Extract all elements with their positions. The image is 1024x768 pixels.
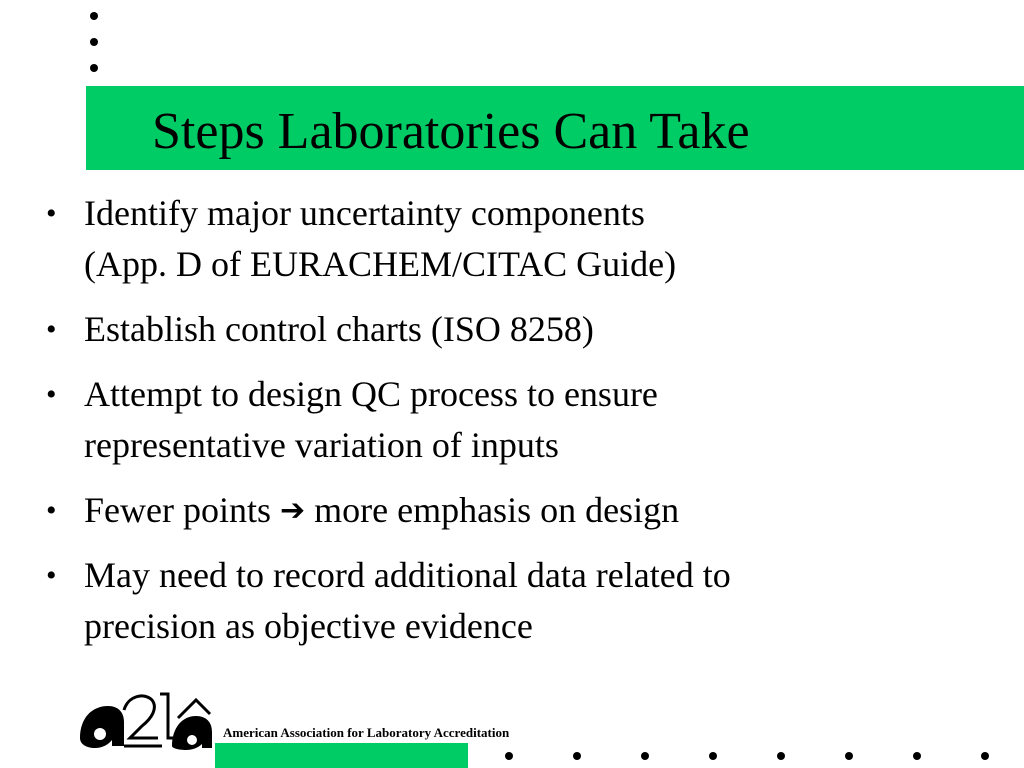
bullet-marker: • — [46, 197, 57, 230]
bullet-item — [40, 550, 1000, 652]
bullet-marker: • — [46, 559, 57, 592]
bullet-text-before-arrow: Fewer points — [84, 490, 271, 530]
bullet-text-line: representative variation of inputs — [84, 425, 559, 465]
bullet-item — [40, 485, 1000, 536]
slide-title: Steps Laboratories Can Take — [152, 103, 750, 160]
vertical-dots-decoration — [90, 12, 100, 74]
bullet-marker: • — [46, 494, 57, 527]
bullet-text-line: Establish control charts (ISO 8258) — [84, 309, 594, 349]
organization-name: American Association for Laboratory Accreditation — [223, 725, 510, 740]
arrow-right-icon: ➔ — [279, 493, 306, 528]
bullet-text-after-arrow: more emphasis on design — [314, 490, 680, 530]
bullet-text-line: (App. D of EURACHEM/CITAC Guide) — [84, 244, 677, 284]
footer-band — [215, 743, 468, 768]
bullet-text-line: Identify major uncertainty components — [84, 193, 645, 233]
bullet-text-line: May need to record additional data related to — [84, 555, 731, 595]
bullet-text-line: precision as objective evidence — [84, 606, 533, 646]
bullet-marker: • — [46, 378, 57, 411]
bullet-item — [40, 188, 1000, 290]
bullet-text-line: Attempt to design QC process to ensure — [84, 374, 658, 414]
horizontal-dots-decoration — [505, 752, 1005, 764]
bullet-marker: • — [46, 313, 57, 346]
a2la-logo-icon — [78, 688, 214, 752]
bullet-item — [40, 304, 1000, 355]
bullet-item — [40, 369, 1000, 471]
bullet-list — [40, 188, 1000, 666]
